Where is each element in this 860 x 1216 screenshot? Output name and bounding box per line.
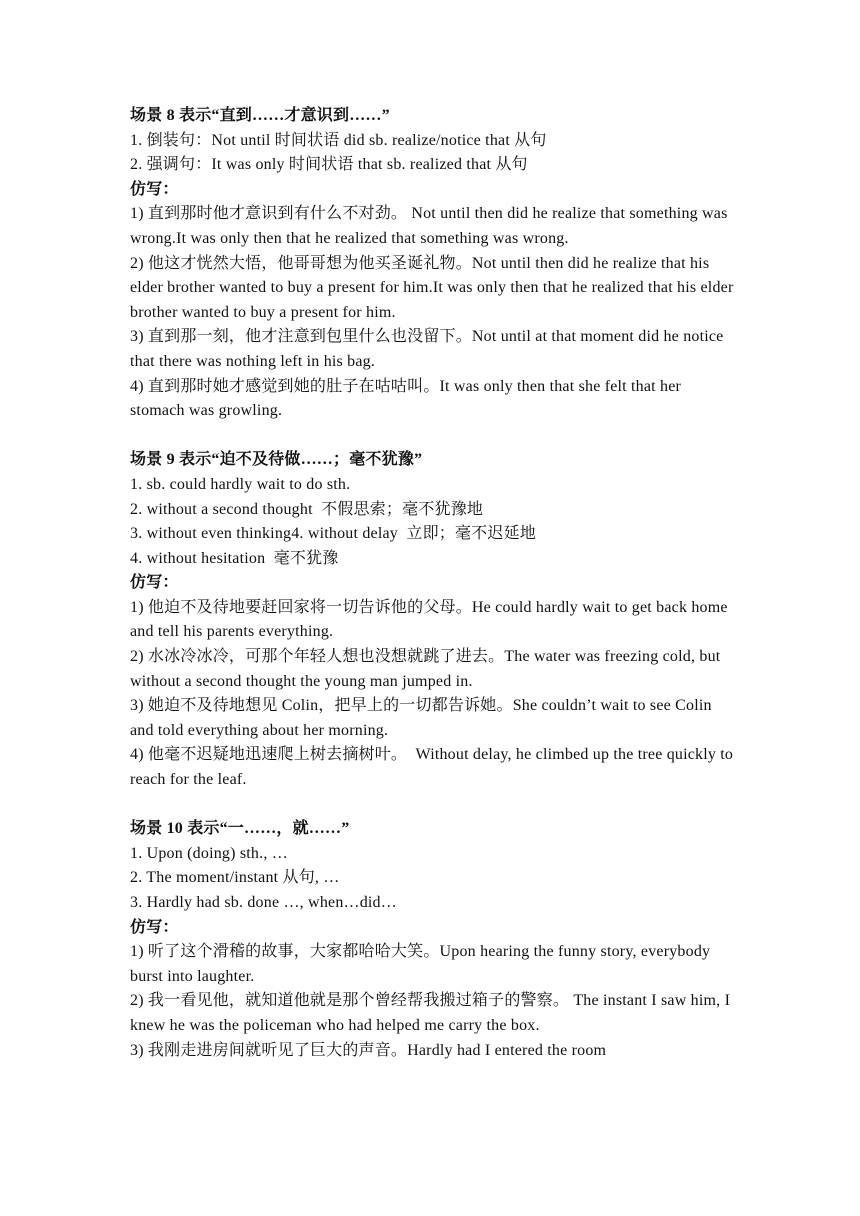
section-10 bbox=[130, 817, 735, 1063]
practice-label: 仿写： bbox=[130, 918, 179, 936]
section-gap bbox=[130, 793, 735, 818]
section-heading: 场景 9 表示“迫不及待做……；毫不犹豫” bbox=[130, 451, 423, 469]
pattern-item: 2. The moment/instant 从句, … bbox=[130, 869, 340, 887]
section-gap bbox=[130, 424, 735, 449]
section-8 bbox=[130, 104, 738, 424]
document-page bbox=[130, 104, 738, 1063]
example-item: 2) 我一看见他，就知道他就是那个曾经帮我搬过箱子的警察。 The instant I saw him, I knew he was the policeman who had helped me carry the box. bbox=[130, 992, 735, 1034]
section-heading: 场景 10 表示“一……，就……” bbox=[130, 820, 350, 838]
example-item: 4) 他毫不迟疑地迅速爬上树去摘树叶。 Without delay, he climbed up the tree quickly to reach for the leaf. bbox=[130, 746, 738, 789]
example-item: 1) 听了这个滑稽的故事，大家都哈哈大笑。Upon hearing the funny story, everybody burst into laughter. bbox=[130, 943, 715, 985]
pattern-item: 2. 强调句：It was only 时间状语 that sb. realized that 从句 bbox=[130, 156, 528, 174]
practice-label: 仿写： bbox=[130, 180, 179, 198]
example-item: 2) 水冰冷冰冷，可那个年轻人想也没想就跳了进去。The water was freezing cold, but without a second thought the young man jumped in. bbox=[130, 648, 725, 690]
example-item: 3) 我刚走进房间就听见了巨大的声音。Hardly had I entered the room bbox=[130, 1041, 607, 1059]
practice-label: 仿写： bbox=[130, 574, 179, 592]
pattern-item: 1. 倒装句：Not until 时间状语 did sb. realize/notice that 从句 bbox=[130, 131, 547, 149]
example-item: 4) 直到那时她才感觉到她的肚子在咕咕叫。It was only then that she felt that her stomach was growling. bbox=[130, 377, 686, 420]
pattern-item: 1. Upon (doing) sth., … bbox=[130, 844, 288, 862]
example-item: 3) 直到那一刻，他才注意到包里什么也没留下。Not until at that moment did he notice that there was nothing left in his bag. bbox=[130, 328, 728, 370]
pattern-item: 3. Hardly had sb. done …, when…did… bbox=[130, 894, 397, 911]
pattern-item: 4. without hesitation 毫不犹豫 bbox=[130, 549, 339, 567]
example-item: 1) 直到那时他才意识到有什么不对劲。 Not until then did he realize that something was wrong.It was only then that he realized that something was wrong. bbox=[130, 205, 732, 247]
pattern-item: 1. sb. could hardly wait to do sth. bbox=[130, 475, 351, 493]
example-item: 1) 他迫不及待地要赶回家将一切告诉他的父母。He could hardly wait to get back home and tell his parents everything. bbox=[130, 598, 732, 641]
example-item: 2) 他这才恍然大悟，他哥哥想为他买圣诞礼物。Not until then did he realize that his elder brother wanted to buy a present for him.It was only then that he realized that his elder brother wanted to buy a present for him. bbox=[130, 254, 738, 321]
example-item: 3) 她迫不及待地想见 Colin，把早上的一切都告诉她。She couldn’t wait to see Colin and told everything about her morning. bbox=[130, 697, 716, 739]
section-heading: 场景 8 表示“直到……才意识到……” bbox=[130, 107, 390, 124]
section-9 bbox=[130, 448, 738, 792]
pattern-item: 2. without a second thought 不假思索；毫不犹豫地 bbox=[130, 500, 484, 518]
pattern-item: 3. without even thinking4. without delay 立即；毫不迟延地 bbox=[130, 525, 536, 543]
